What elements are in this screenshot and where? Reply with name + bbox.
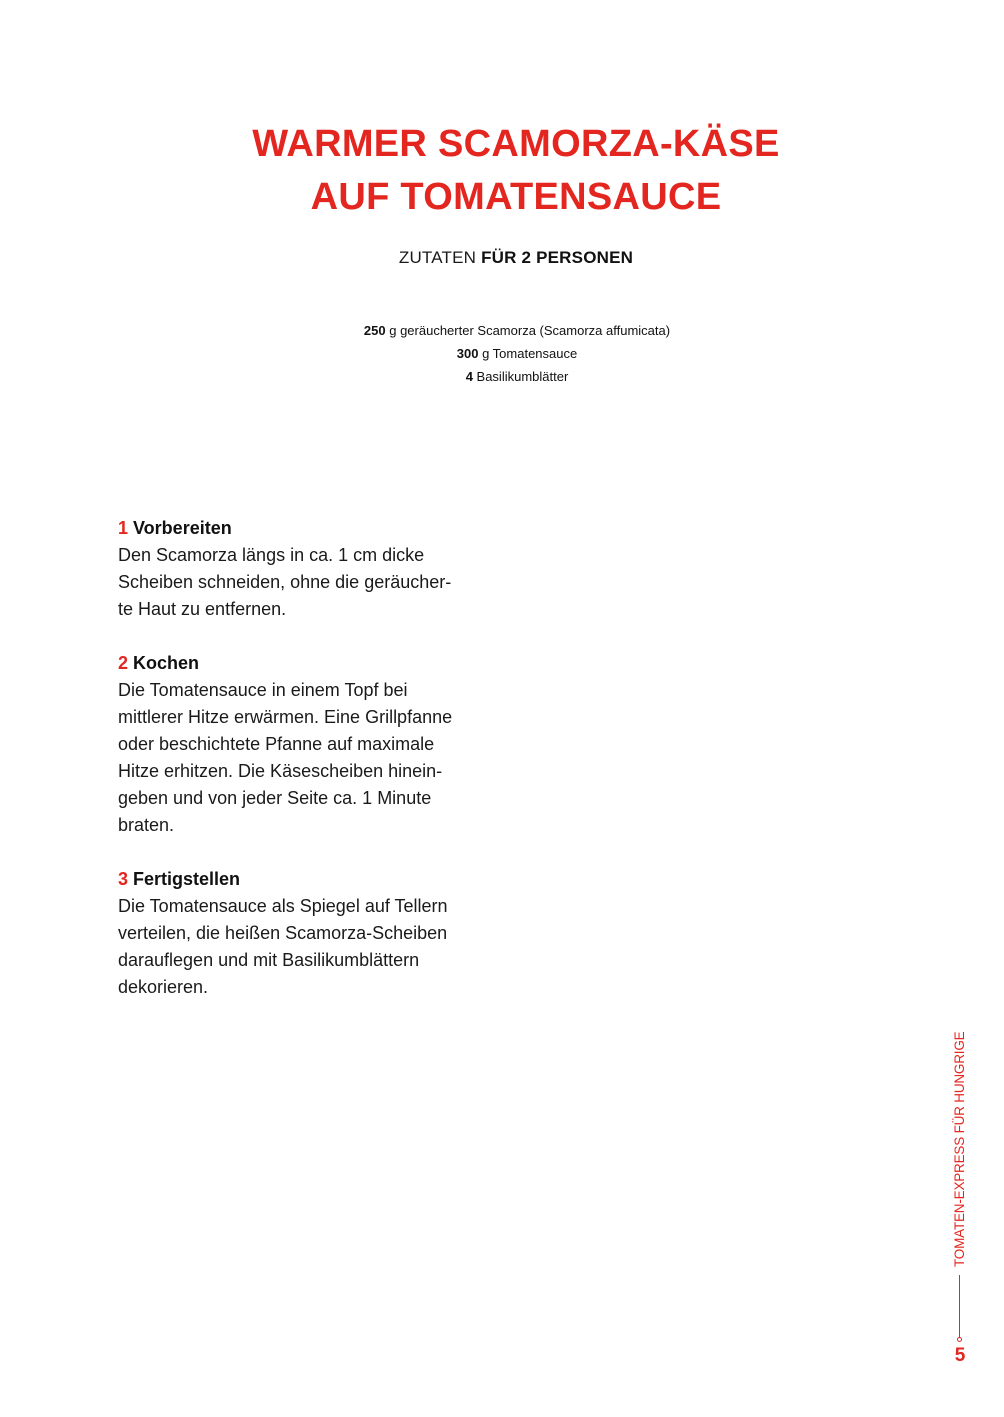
ingredient-item <box>0 319 1004 342</box>
ingredient-text: g Tomatensauce <box>478 346 578 361</box>
step-line: oder beschichtete Pfanne auf maximale <box>118 734 435 754</box>
recipe-title-line-1: WARMER SCAMORZA-KÄSE <box>252 123 780 165</box>
ingredient-quantity: 4 <box>465 369 473 384</box>
recipe-title-line-2: AUF TOMATENSAUCE <box>310 176 722 218</box>
book-section-label: TOMATEN-EXPRESS FÜR HUNGRIGE <box>952 1031 967 1267</box>
step-1 <box>118 515 498 623</box>
step-line: Hitze erhitzen. Die Käsescheiben hinein- <box>118 761 443 781</box>
step-body <box>118 677 498 839</box>
step-line: dekorieren. <box>118 977 209 997</box>
step-line: verteilen, die heißen Scamorza-Scheiben <box>118 923 448 943</box>
step-heading <box>118 650 498 677</box>
step-line: te Haut zu entfernen. <box>118 599 287 619</box>
ingredient-item <box>0 365 1004 388</box>
step-3 <box>118 866 498 1001</box>
step-title: Kochen <box>133 653 200 673</box>
footer-divider-line <box>959 1275 960 1338</box>
servings-heading <box>0 247 1004 269</box>
step-body <box>118 893 498 1001</box>
ingredient-quantity: 250 <box>363 323 386 338</box>
instruction-steps <box>118 515 498 1028</box>
servings-count: FÜR 2 PERSONEN <box>481 248 634 267</box>
ingredient-list <box>0 319 1004 388</box>
step-2 <box>118 650 498 839</box>
step-title: Fertigstellen <box>133 869 241 889</box>
ingredient-text: Basilikumblätter <box>472 369 569 384</box>
ingredient-item <box>0 342 1004 365</box>
step-line: Die Tomatensauce als Spiegel auf Tellern <box>118 896 448 916</box>
recipe-title <box>0 118 1004 224</box>
step-line: geben und von jeder Seite ca. 1 Minute <box>118 788 432 808</box>
step-number: 1 <box>118 518 129 538</box>
step-heading <box>118 515 498 542</box>
step-number: 3 <box>118 869 129 889</box>
step-line: Scheiben schneiden, ohne die geräucher- <box>118 572 452 592</box>
page-number: 5 <box>954 1345 966 1366</box>
footer-line-dot-icon <box>957 1337 962 1342</box>
step-heading <box>118 866 498 893</box>
step-line: Die Tomatensauce in einem Topf bei <box>118 680 408 700</box>
step-line: braten. <box>118 815 175 835</box>
step-number: 2 <box>118 653 129 673</box>
step-body <box>118 542 498 623</box>
step-line: mittlerer Hitze erwärmen. Eine Grillpfanne <box>118 707 453 727</box>
step-line: Den Scamorza längs in ca. 1 cm dicke <box>118 545 425 565</box>
step-line: darauflegen und mit Basilikumblättern <box>118 950 420 970</box>
ingredient-quantity: 300 <box>456 346 479 361</box>
step-title: Vorbereiten <box>133 518 232 538</box>
servings-prefix: ZUTATEN <box>398 248 477 267</box>
ingredient-text: g geräucherter Scamorza (Scamorza affumicata) <box>385 323 671 338</box>
